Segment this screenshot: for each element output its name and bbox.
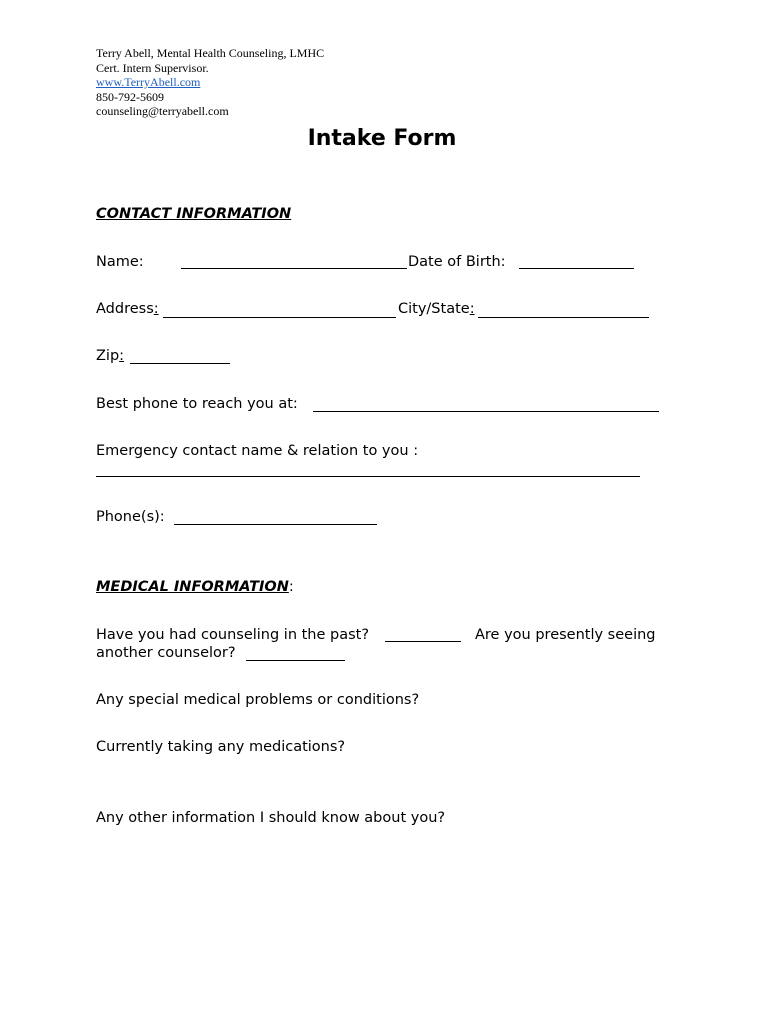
zip-label: Zip bbox=[96, 348, 120, 364]
city-state-colon: : bbox=[469, 301, 475, 317]
address-label-group bbox=[96, 300, 159, 318]
another-counselor-label: another counselor? bbox=[96, 645, 236, 661]
counseling-past-label: Have you had counseling in the past? bbox=[96, 627, 370, 643]
medical-heading-text: MEDICAL INFORMATION bbox=[96, 579, 289, 595]
address-label: Address bbox=[96, 301, 154, 317]
contact-heading-text: CONTACT INFORMATION bbox=[96, 206, 292, 222]
name-label: Name: bbox=[96, 254, 144, 270]
phones-label: Phone(s): bbox=[96, 509, 165, 525]
name-field[interactable] bbox=[181, 268, 407, 269]
other-info-label: Any other information I should know about you? bbox=[96, 810, 446, 826]
page-title: Intake Form bbox=[307, 126, 457, 151]
provider-phone: 850-792-5609 bbox=[96, 89, 164, 104]
zip-field[interactable] bbox=[130, 363, 230, 364]
city-state-label: City/State bbox=[398, 301, 470, 317]
contact-section-heading bbox=[96, 205, 291, 223]
zip-label-group bbox=[96, 347, 124, 365]
special-problems-label: Any special medical problems or conditions? bbox=[96, 692, 420, 708]
dob-label: Date of Birth: bbox=[408, 254, 506, 270]
best-phone-field[interactable] bbox=[313, 411, 659, 412]
provider-name-line: Terry Abell, Mental Health Counseling, LMHC bbox=[96, 46, 325, 60]
presently-seeing-label: Are you presently seeing bbox=[475, 627, 656, 643]
address-colon: : bbox=[153, 301, 159, 317]
website-link[interactable]: www.TerryAbell.com bbox=[96, 75, 201, 90]
provider-header bbox=[96, 46, 324, 119]
emergency-contact-field[interactable] bbox=[96, 476, 640, 477]
city-state-field[interactable] bbox=[478, 317, 649, 318]
city-label-group bbox=[398, 300, 475, 318]
counseling-past-field[interactable] bbox=[385, 641, 461, 642]
medications-label: Currently taking any medications? bbox=[96, 739, 346, 755]
medical-section-heading bbox=[96, 578, 294, 596]
address-field[interactable] bbox=[163, 317, 396, 318]
medical-heading-colon: : bbox=[288, 579, 294, 595]
zip-colon: : bbox=[119, 348, 125, 364]
best-phone-label: Best phone to reach you at: bbox=[96, 396, 298, 412]
phones-field[interactable] bbox=[174, 524, 377, 525]
certification-line: Cert. Intern Supervisor. bbox=[96, 60, 209, 75]
dob-field[interactable] bbox=[519, 268, 634, 269]
emergency-contact-label: Emergency contact name & relation to you : bbox=[96, 443, 419, 459]
another-counselor-field[interactable] bbox=[246, 660, 345, 661]
provider-email: counseling@terryabell.com bbox=[96, 104, 229, 119]
